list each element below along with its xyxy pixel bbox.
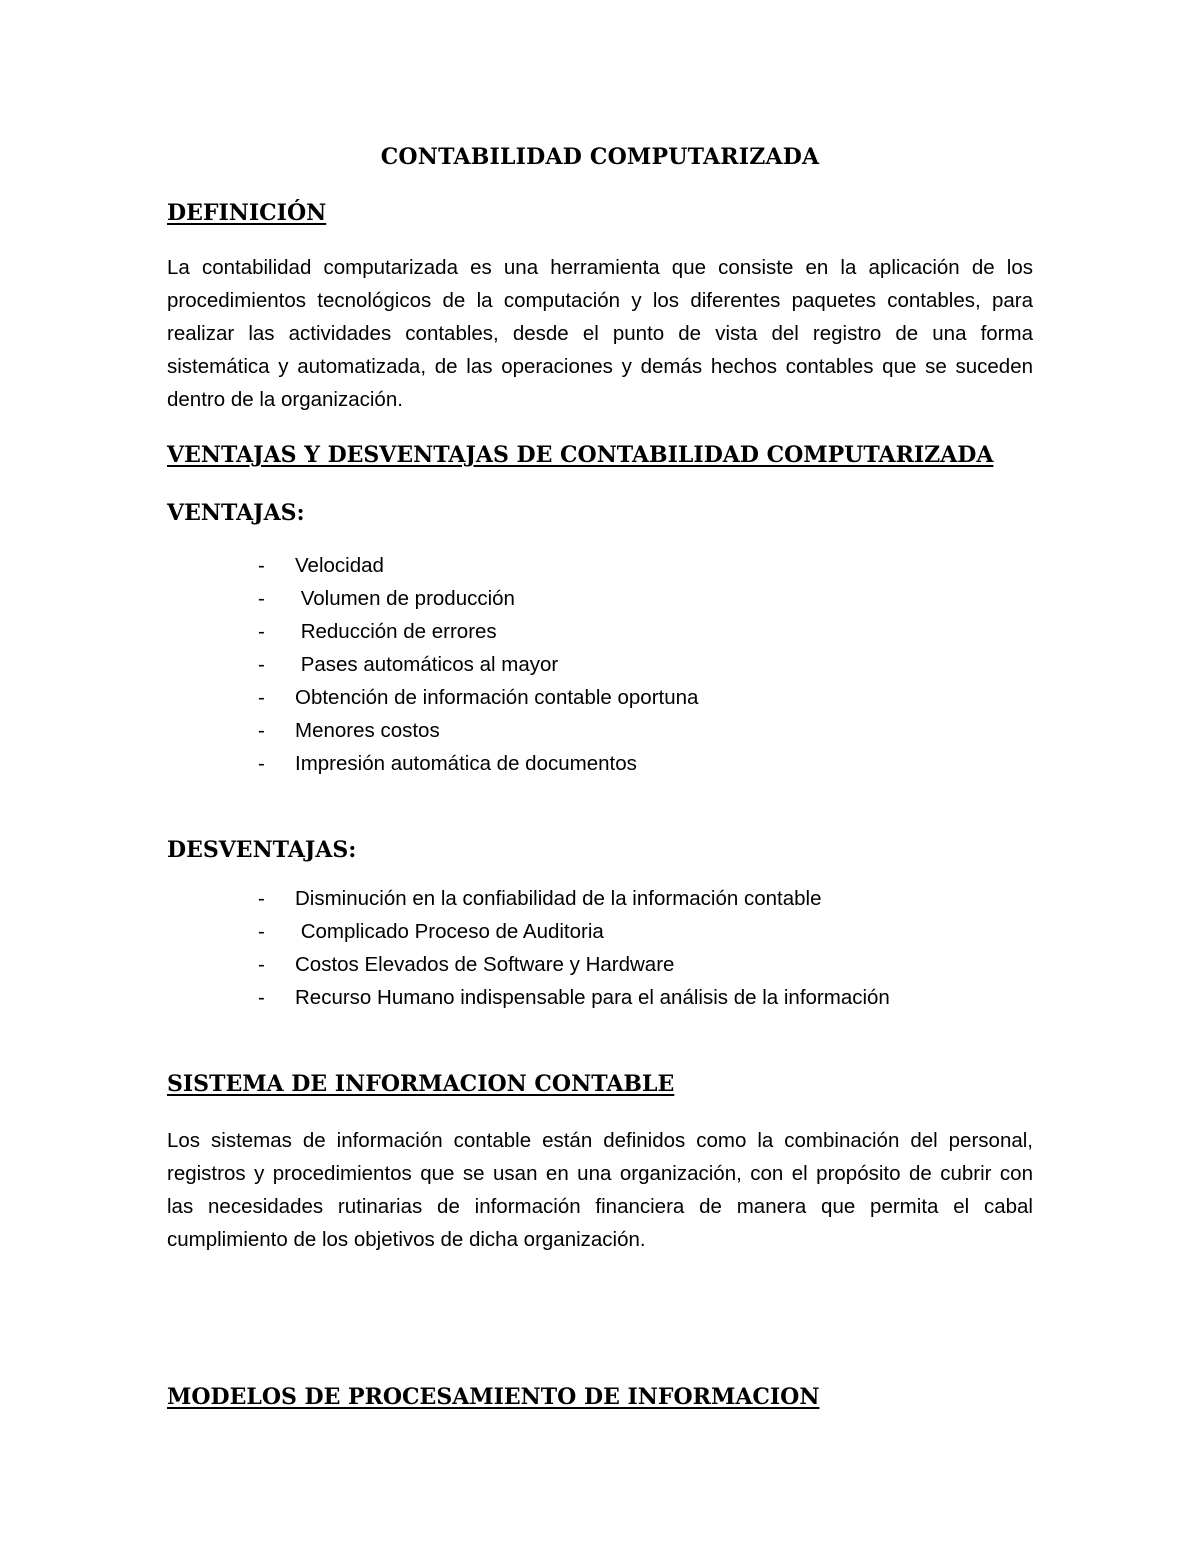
desventajas-list [258, 882, 890, 1014]
paragraph-line: registros y procedimientos que se usan en una organización, con el propósito de cubrir con [167, 1162, 1033, 1185]
bullet-dash: - [258, 587, 265, 610]
list-item-text: Menores costos [295, 719, 440, 742]
sistema-heading: SISTEMA DE INFORMACION CONTABLE [167, 1071, 675, 1097]
desventajas-heading: DESVENTAJAS: [167, 837, 357, 863]
list-item [258, 714, 698, 747]
bullet-dash: - [258, 719, 265, 742]
list-item-text: Impresión automática de documentos [295, 752, 637, 775]
ventajas-heading: VENTAJAS: [167, 500, 305, 526]
bullet-dash: - [258, 920, 265, 943]
sistema-paragraph [167, 1124, 1033, 1256]
list-item-text: Volumen de producción [295, 587, 515, 610]
page-title: CONTABILIDAD COMPUTARIZADA [380, 144, 820, 170]
list-item [258, 648, 698, 681]
list-item-text: Velocidad [295, 554, 384, 577]
paragraph-line: cumplimiento de los objetivos de dicha organización. [167, 1228, 646, 1251]
bullet-dash: - [258, 620, 265, 643]
list-item [258, 549, 698, 582]
paragraph-line: La contabilidad computarizada es una herramienta que consiste en la aplicación de los [167, 256, 1033, 279]
ventajas-desventajas-heading: VENTAJAS Y DESVENTAJAS DE CONTABILIDAD COMPUTARIZADA [167, 442, 994, 468]
bullet-dash: - [258, 653, 265, 676]
paragraph-line: Los sistemas de información contable están definidos como la combinación del personal, [167, 1129, 1033, 1152]
bullet-dash: - [258, 686, 265, 709]
bullet-dash: - [258, 752, 265, 775]
list-item [258, 882, 890, 915]
bullet-dash: - [258, 887, 265, 910]
paragraph-line: procedimientos tecnológicos de la computación y los diferentes paquetes contables, para [167, 289, 1033, 312]
definicion-paragraph [167, 251, 1033, 416]
list-item [258, 747, 698, 780]
list-item [258, 981, 890, 1014]
list-item-text: Recurso Humano indispensable para el análisis de la información [295, 986, 890, 1009]
definicion-heading: DEFINICIÓN [167, 200, 327, 226]
list-item-text: Reducción de errores [295, 620, 497, 643]
paragraph-line: sistemática y automatizada, de las operaciones y demás hechos contables que se suceden [167, 355, 1033, 378]
modelos-heading: MODELOS DE PROCESAMIENTO DE INFORMACION [167, 1384, 820, 1410]
list-item [258, 948, 890, 981]
list-item-text: Disminución en la confiabilidad de la información contable [295, 887, 822, 910]
paragraph-line: realizar las actividades contables, desde el punto de vista del registro de una forma [167, 322, 1033, 345]
list-item-text: Costos Elevados de Software y Hardware [295, 953, 675, 976]
paragraph-line: dentro de la organización. [167, 388, 403, 411]
paragraph-line: las necesidades rutinarias de información financiera de manera que permita el cabal [167, 1195, 1033, 1218]
list-item-text: Obtención de información contable oportuna [295, 686, 699, 709]
bullet-dash: - [258, 986, 265, 1009]
list-item-text: Complicado Proceso de Auditoria [295, 920, 604, 943]
list-item-text: Pases automáticos al mayor [295, 653, 559, 676]
ventajas-list [258, 549, 698, 780]
bullet-dash: - [258, 554, 265, 577]
list-item [258, 681, 698, 714]
list-item [258, 915, 890, 948]
list-item [258, 582, 698, 615]
bullet-dash: - [258, 953, 265, 976]
list-item [258, 615, 698, 648]
